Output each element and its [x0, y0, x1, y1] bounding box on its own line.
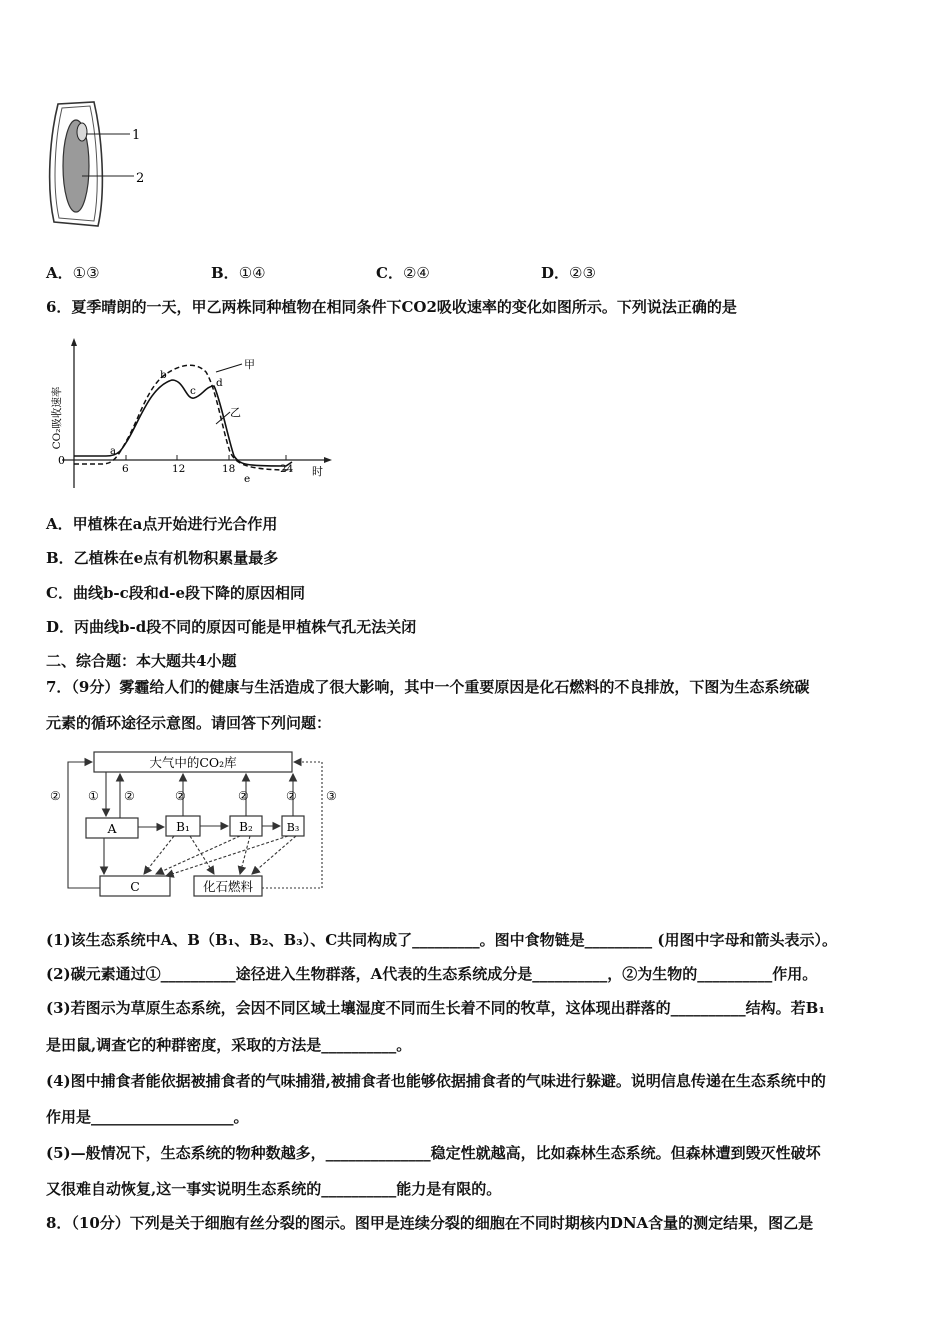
- section-2-heading: 二、综合题：本大题共4小题: [46, 652, 237, 670]
- nucleus: [77, 123, 87, 141]
- point-d: d: [216, 377, 223, 389]
- q7-part1: (1)该生态系统中A、B（B₁、B₂、B₃）、C共同构成了_________。图中食物链是_________ (用图中字母和箭头表示）。: [46, 931, 837, 949]
- q6-stem: 6．夏季晴朗的一天，甲乙两株同种植物在相同条件下CO2吸收速率的变化如图所示。下列说法正确的是: [46, 298, 737, 316]
- arrow-b1-to-fuel: [190, 836, 214, 874]
- q7-part3-line1: (3)若图示为草原生态系统，会因不同区域土壤湿度不同而生长着不同的牧草，这体现出群落的__________结构。若B₁: [46, 999, 825, 1017]
- q6-option-b: B．乙植株在e点有机物积累量最多: [46, 549, 279, 567]
- marker-b2: ②: [238, 789, 249, 803]
- marker-b1: ②: [175, 789, 186, 803]
- tick-label-6: 6: [122, 463, 129, 475]
- tick-label-18: 18: [222, 463, 236, 475]
- q7-part4-line2: 作用是___________________。: [46, 1108, 249, 1126]
- q7-part5-line1: (5)—般情况下，生态系统的物种数越多，______________稳定性就越高，比如森林生态系统。但森林遭到毁灭性破坏: [46, 1144, 821, 1162]
- leader-jia: [216, 364, 242, 372]
- marker-left-2: ②: [50, 789, 61, 803]
- arrow-b2-to-c: [156, 836, 240, 874]
- q8-stem: 8．（10分）下列是关于细胞有丝分裂的图示。图甲是连续分裂的细胞在不同时期核内DNA含量的测定结果，图乙是: [46, 1214, 814, 1232]
- marker-a-1: ①: [88, 789, 99, 803]
- y-axis-arrow: [71, 338, 77, 346]
- q6-option-a: A．甲植株在a点开始进行光合作用: [46, 515, 278, 533]
- co2-graph: [44, 338, 344, 496]
- curve-yi: [74, 380, 292, 466]
- box-b1-label: B₁: [176, 820, 190, 834]
- x-axis-unit: 时: [312, 465, 323, 478]
- q7-stem-line2: 元素的循环途径示意图。请回答下列问题：: [46, 714, 332, 732]
- point-e: e: [244, 473, 251, 485]
- arrow-b2-to-fuel: [240, 836, 250, 874]
- box-b2-label: B₂: [239, 820, 253, 834]
- point-b: b: [160, 369, 167, 381]
- q7-stem-line1: 7．（9分）雾霾给人们的健康与生活造成了很大影响，其中一个重要原因是化石燃料的不良排放，下图为生态系统碳: [46, 678, 810, 696]
- q5-option-d: D．②③: [541, 264, 596, 282]
- label-2: 2: [136, 171, 145, 186]
- tick-label-12: 12: [172, 463, 186, 475]
- marker-right-3: ③: [326, 789, 337, 803]
- point-c: c: [190, 385, 196, 397]
- box-b3-label: B₃: [286, 821, 300, 834]
- point-a: a: [110, 446, 116, 457]
- label-1: 1: [132, 128, 141, 143]
- q7-part3-line2: 是田鼠,调查它的种群密度，采取的方法是__________。: [46, 1036, 412, 1054]
- curve-jia: [74, 365, 292, 470]
- q6-option-d: D．丙曲线b-d段不同的原因可能是甲植株气孔无法关闭: [46, 618, 417, 636]
- q5-option-b: B．①④: [211, 264, 266, 282]
- box-a-label: A: [107, 821, 117, 836]
- y-axis-label: CO₂吸收速率: [51, 386, 63, 450]
- label-jia: 甲: [244, 358, 255, 371]
- origin-label: 0: [58, 454, 65, 467]
- box-c-label: C: [130, 879, 140, 894]
- x-axis-arrow: [324, 457, 332, 463]
- atmosphere-co2-label: 大气中的CO₂库: [149, 755, 237, 770]
- marker-a-2: ②: [124, 789, 135, 803]
- arrow-b3-to-c: [166, 836, 288, 876]
- cell-figure: [40, 96, 170, 232]
- q5-option-a: A．①③: [46, 264, 100, 282]
- arrow-b3-to-fuel: [252, 836, 296, 874]
- q6-option-c: C．曲线b-c段和d-e段下降的原因相同: [46, 584, 306, 602]
- tick-label-24: 24: [280, 463, 294, 475]
- q7-part2: (2)碳元素通过①__________途径进入生物群落，A代表的生态系统成分是__________，②为生物的__________作用。: [46, 965, 818, 983]
- carbon-cycle-diagram: [44, 748, 354, 898]
- label-yi: 乙: [230, 406, 241, 419]
- marker-b3: ②: [286, 789, 297, 803]
- q7-part4-line1: (4)图中捕食者能依据被捕食者的气味捕猎,被捕食者也能够依据捕食者的气味进行躲避。说明信息传递在生态系统中的: [46, 1072, 826, 1090]
- q5-option-c: C．②④: [376, 264, 430, 282]
- box-fuel-label: 化石燃料: [202, 879, 254, 894]
- q7-part5-line2: 又很难自动恢复,这一事实说明生态系统的__________能力是有限的。: [46, 1180, 502, 1198]
